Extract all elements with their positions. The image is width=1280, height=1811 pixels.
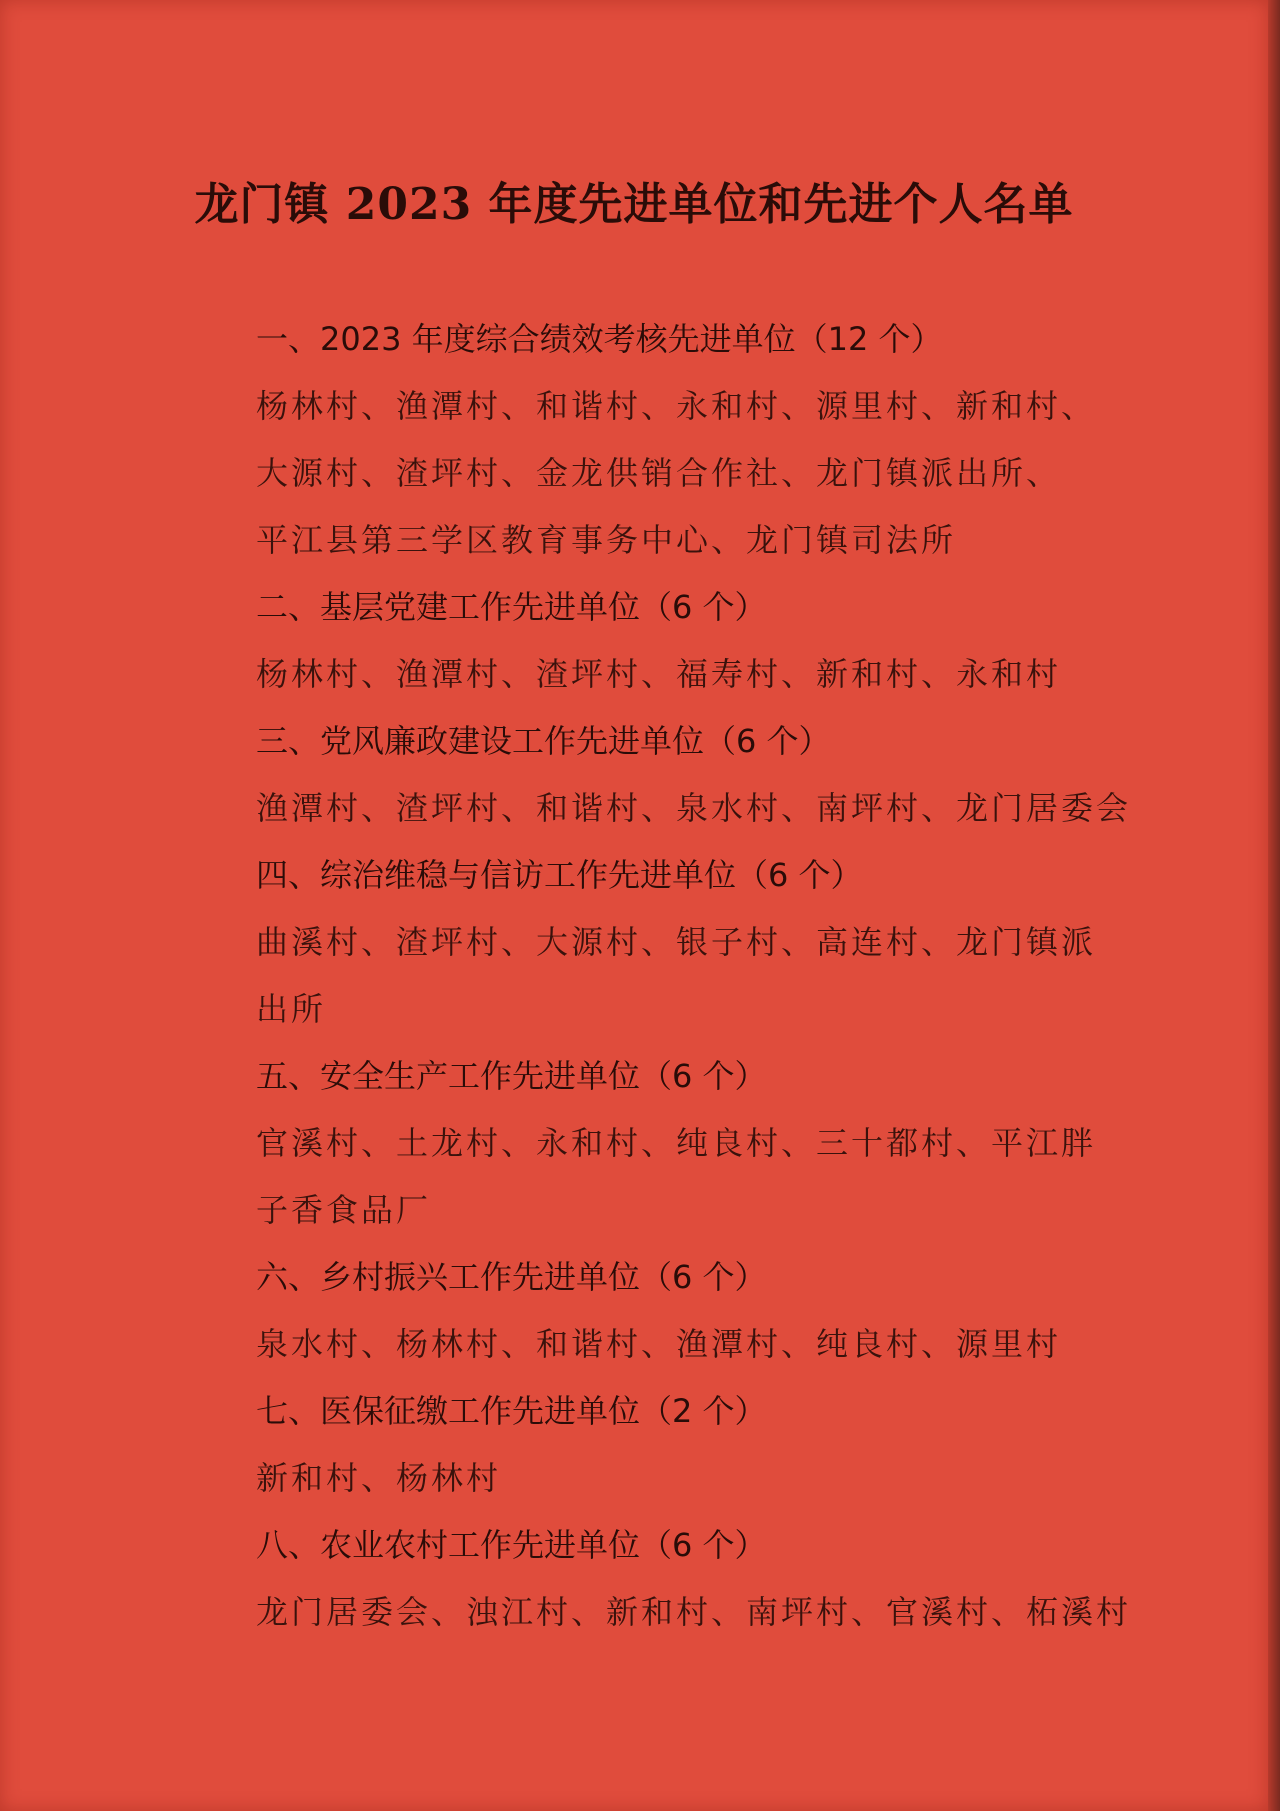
section-heading: 二、基层党建工作先进单位（6 个） [256, 588, 767, 626]
section-body [256, 775, 1132, 842]
section-6 [256, 1244, 1096, 1378]
section-heading: 八、农业农村工作先进单位（6 个） [256, 1526, 767, 1564]
section-body [256, 373, 1096, 574]
section-line: 杨林村、渔潭村、渣坪村、福寿村、新和村、永和村 [256, 655, 1062, 693]
page-edge-shadow [1268, 0, 1280, 1811]
section-line: 杨林村、渔潭村、和谐村、永和村、源里村、新和村、 [256, 387, 1097, 425]
section-body [256, 1445, 1096, 1512]
section-line: 龙门居委会、浊江村、新和村、南坪村、官溪村、柘溪村 [256, 1593, 1132, 1631]
section-4 [256, 842, 1096, 1043]
section-7 [256, 1378, 1096, 1512]
section-line: 出所 [256, 990, 327, 1028]
section-heading: 六、乡村振兴工作先进单位（6 个） [256, 1258, 767, 1296]
section-line: 新和村、杨林村 [256, 1459, 502, 1497]
section-body [256, 909, 1096, 1043]
section-body [256, 1110, 1096, 1244]
section-heading: 七、医保征缴工作先进单位（2 个） [256, 1392, 767, 1430]
section-line: 渔潭村、渣坪村、和谐村、泉水村、南坪村、龙门居委会 [256, 789, 1132, 827]
section-body [256, 1311, 1096, 1378]
section-line: 曲溪村、渣坪村、大源村、银子村、高连村、龙门镇派 [256, 923, 1097, 961]
section-line: 大源村、渣坪村、金龙供销合作社、龙门镇派出所、 [256, 454, 1062, 492]
section-line: 子香食品厂 [256, 1191, 432, 1229]
section-heading: 三、党风廉政建设工作先进单位（6 个） [256, 722, 831, 760]
section-5 [256, 1043, 1096, 1244]
section-1 [256, 306, 1096, 574]
section-heading: 五、安全生产工作先进单位（6 个） [256, 1057, 767, 1095]
document-title: 龙门镇 2023 年度先进单位和先进个人名单 [194, 179, 1074, 230]
section-body [256, 641, 1096, 708]
section-8 [256, 1512, 1132, 1646]
section-line: 官溪村、土龙村、永和村、纯良村、三十都村、平江胖 [256, 1124, 1097, 1162]
document-content [256, 306, 1132, 1646]
section-body [256, 1579, 1132, 1646]
section-heading: 四、综治维稳与信访工作先进单位（6 个） [256, 856, 863, 894]
section-line: 平江县第三学区教育事务中心、龙门镇司法所 [256, 521, 957, 559]
section-line: 泉水村、杨林村、和谐村、渔潭村、纯良村、源里村 [256, 1325, 1062, 1363]
section-2 [256, 574, 1096, 708]
section-heading: 一、2023 年度综合绩效考核先进单位（12 个） [256, 320, 943, 358]
section-3 [256, 708, 1132, 842]
